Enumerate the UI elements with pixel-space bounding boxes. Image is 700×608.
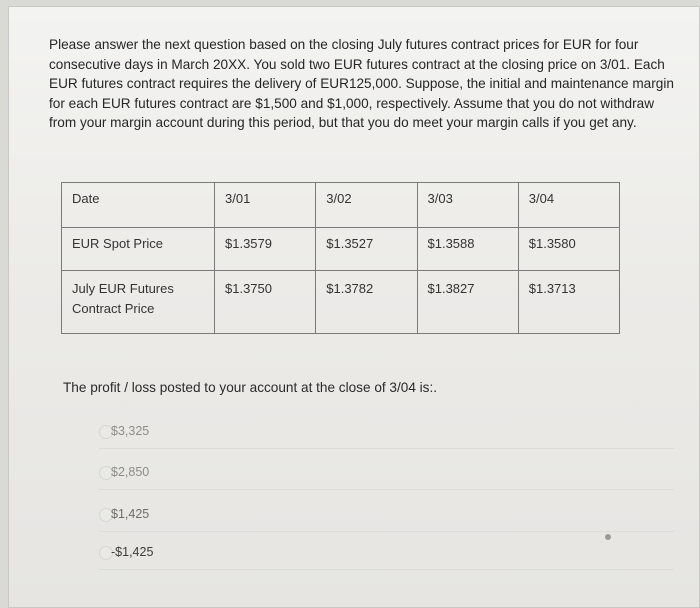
futures-price-cell: $1.3750 <box>215 271 316 334</box>
futures-price-cell: $1.3713 <box>518 271 619 334</box>
row-label-futures: July EUR Futures Contract Price <box>62 271 215 334</box>
option-label: $1,425 <box>111 507 150 521</box>
date-cell: 3/04 <box>518 183 619 228</box>
date-cell: 3/01 <box>215 183 316 228</box>
answer-option-4[interactable] <box>99 539 674 570</box>
question-text: Please answer the next question based on the closing July futures contract prices for EUR for four consecutive days in March 20XX. You sold two EUR futures contract at the closing price on 3/01. Each EUR futures contract requires the delivery of EUR125,000. Suppose, the initial and maintenance margin for each EUR futures contract are $1,500 and $1,000, respectively. Assume that you do not withdraw from your margin account during this period, but that you do meet your margin calls if you get any. <box>49 37 674 131</box>
answer-prompt: The profit / loss posted to your account at the close of 3/04 is:. <box>63 380 438 395</box>
futures-price-cell: $1.3827 <box>417 271 518 334</box>
price-table <box>61 182 620 334</box>
answer-option-3[interactable] <box>99 501 674 532</box>
option-label: $3,325 <box>111 424 150 438</box>
option-label: $2,850 <box>111 465 150 479</box>
spot-price-cell: $1.3527 <box>316 228 417 271</box>
table-row-date <box>62 183 620 228</box>
option-label: -$1,425 <box>111 545 154 559</box>
answer-option-2[interactable] <box>99 459 674 490</box>
table-row-spot <box>62 228 620 271</box>
date-cell: 3/03 <box>417 183 518 228</box>
spot-price-cell: $1.3580 <box>518 228 619 271</box>
spot-price-cell: $1.3588 <box>417 228 518 271</box>
dot-icon <box>605 534 611 540</box>
table-row-futures <box>62 271 620 334</box>
spot-price-cell: $1.3579 <box>215 228 316 271</box>
futures-price-cell: $1.3782 <box>316 271 417 334</box>
question-card <box>8 6 700 608</box>
date-cell: 3/02 <box>316 183 417 228</box>
row-label-spot: EUR Spot Price <box>62 228 215 271</box>
table-header-date: Date <box>62 183 215 228</box>
answer-option-1[interactable] <box>99 418 674 449</box>
